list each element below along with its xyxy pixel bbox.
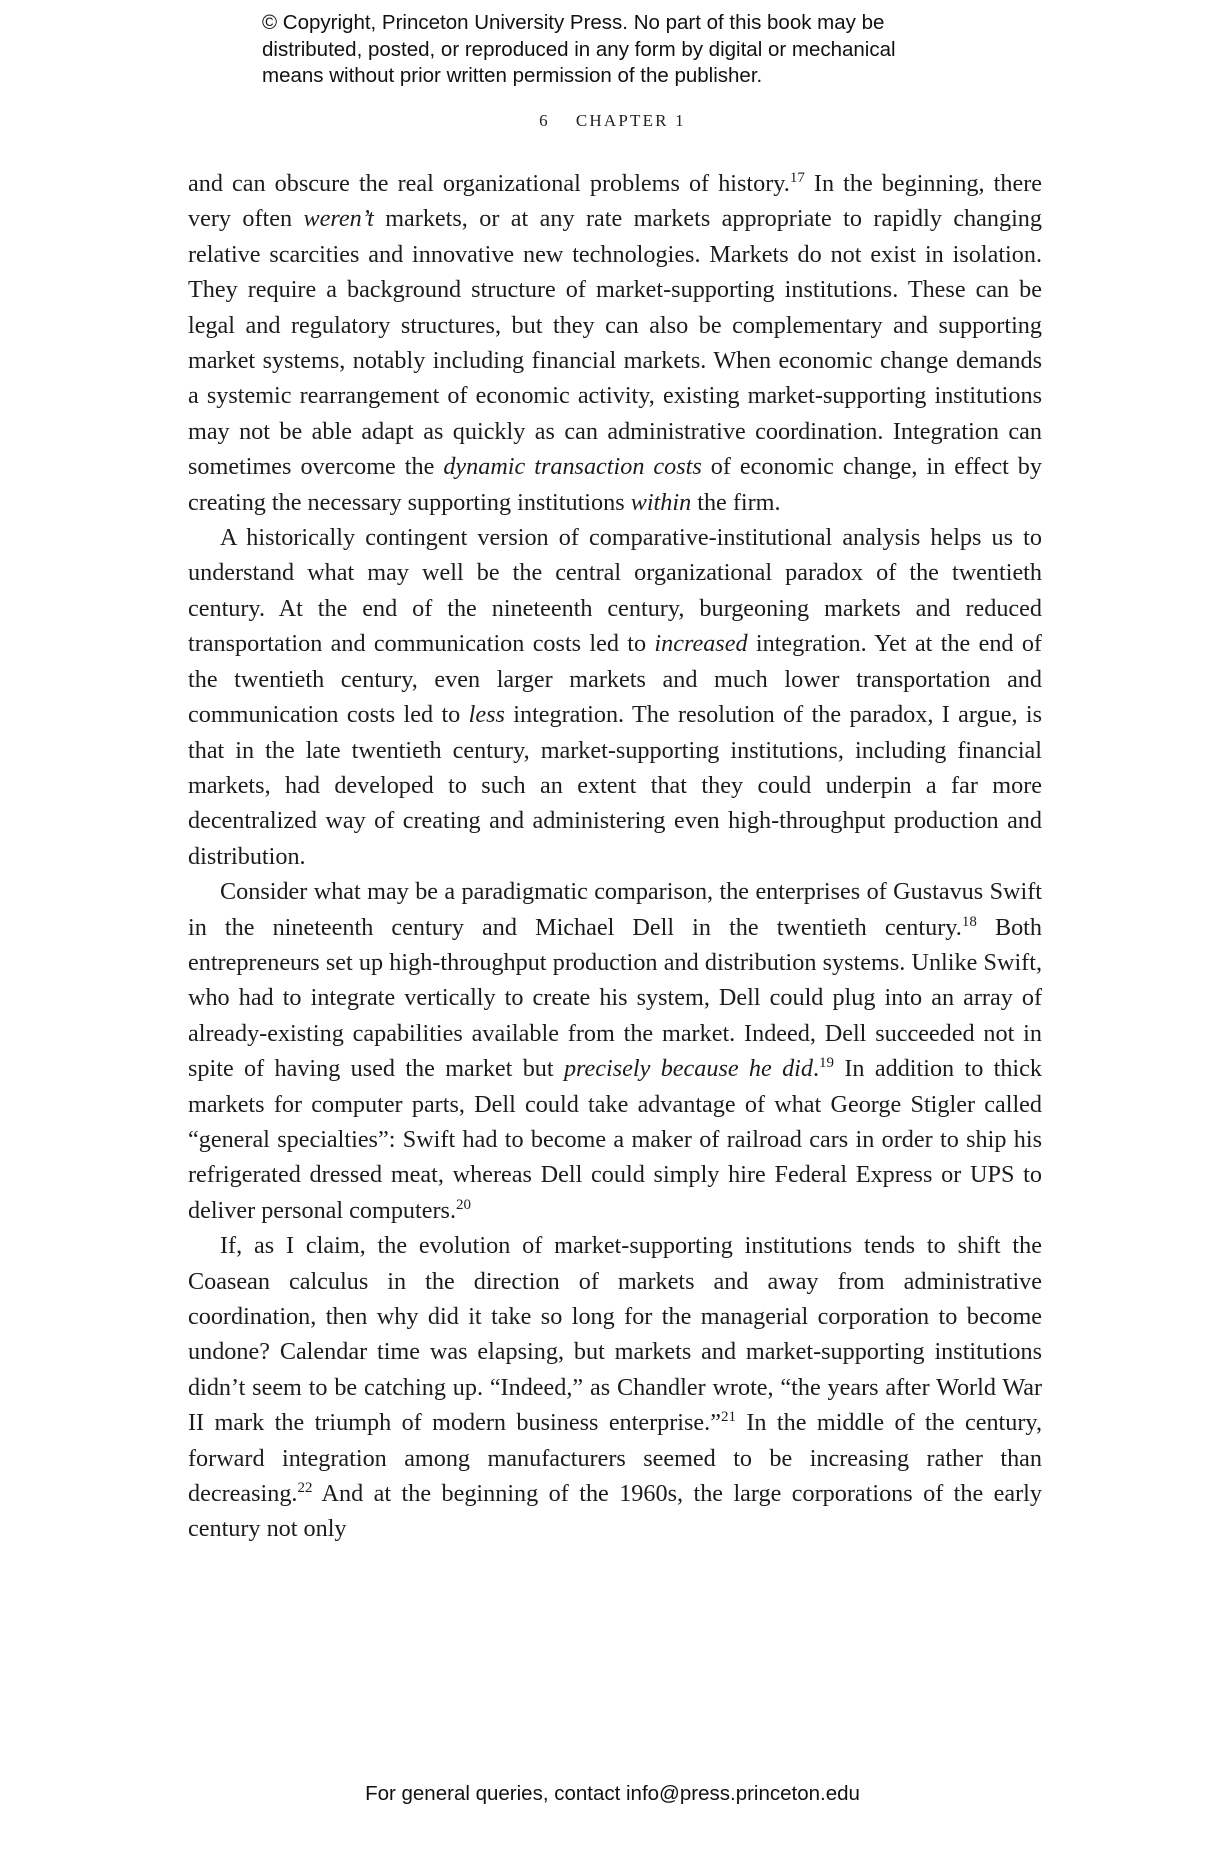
paragraph-1: [188, 166, 1042, 520]
text-run: the firm.: [691, 488, 781, 516]
paragraph-4: [188, 1228, 1042, 1547]
footnote-ref-18[interactable]: 18: [961, 913, 977, 930]
text-run: integration. Yet at the end of the twentieth century, even larger markets and much lower transportation and communication costs led to: [188, 630, 1042, 729]
footnote-ref-19[interactable]: 19: [819, 1055, 835, 1072]
text-run: If, as I claim, the evolution of market-supporting institutions tends to shift the Coasean calculus in the direction of markets and away from administrative coordination, then why did it take so long for the managerial corporation to become undone? Calendar time was elapsing, but markets and market-supporting institutions didn’t seem to be catching up. “Indeed,” as Chandler wrote, “the years after World War II mark the triumph of modern business enterprise.”: [188, 1232, 1042, 1437]
paragraph-3: [188, 874, 1042, 1228]
emphasis: less: [468, 701, 505, 729]
emphasis: dynamic transaction costs: [443, 453, 702, 481]
running-head: [0, 111, 1225, 131]
footnote-ref-20[interactable]: 20: [456, 1196, 471, 1213]
footer-contact: For general queries, contact info@press.princeton.edu: [365, 1782, 860, 1805]
footnote-ref-21[interactable]: 21: [720, 1409, 736, 1426]
chapter-label: CHAPTER 1: [575, 111, 686, 130]
footnote-ref-22[interactable]: 22: [297, 1479, 313, 1496]
copyright-line: distributed, posted, or reproduced in any form by digital or mechanical: [262, 37, 896, 61]
emphasis: within: [630, 488, 692, 516]
paragraph-2: [188, 520, 1042, 874]
text-run: In addition to thick markets for computer parts, Dell could take advantage of what George Stigler called “general specialties”: Swift had to become a maker of railroad cars in order to ship his refrigerated dressed meat, whereas Dell could simply hire Federal Express or UPS to deliver personal computers.: [188, 1055, 1042, 1224]
copyright-line: © Copyright, Princeton University Press. No part of this book may be: [262, 11, 885, 34]
body-text: [188, 166, 1042, 1547]
text-run: A historically contingent version of comparative-institutional analysis helps us to understand what may well be the central organizational paradox of the twentieth century. At the end of the nineteenth century, burgeoning markets and reduced transportation and communication costs led to: [188, 524, 1042, 658]
text-run: In the beginning, there very often: [188, 170, 1042, 233]
emphasis: weren’t: [303, 205, 374, 233]
text-run: of economic change, in effect by creating the necessary supporting institutions: [188, 453, 1042, 516]
footnote-ref-17[interactable]: 17: [789, 169, 805, 186]
text-run: .: [813, 1055, 820, 1083]
emphasis: increased: [654, 630, 748, 658]
text-run: In the middle of the century, forward integration among manufacturers seemed to be increasing rather than decreasing.: [188, 1409, 1042, 1508]
text-run: Both entrepreneurs set up high-throughput production and distribution systems. Unlike Swift, who had to integrate vertically to create his system, Dell could plug into an array of already-existing capabilities available from the market. Indeed, Dell succeeded not in spite of having used the market but: [188, 913, 1042, 1083]
text-run: markets, or at any rate markets appropriate to rapidly changing relative scarcities and innovative new technologies. Markets do not exist in isolation. They require a background structure of market-supporting institutions. These can be legal and regulatory structures, but they can also be complementary and supporting market systems, notably including financial markets. When economic change demands a systemic rearrangement of economic activity, existing market-supporting institutions may not be able adapt as quickly as can administrative coordination. Integration can sometimes overcome the: [188, 205, 1042, 481]
text-run: Consider what may be a paradigmatic comparison, the enterprises of Gustavus Swift in the nineteenth century and Michael Dell in the twentieth century.: [188, 878, 1042, 941]
text-run: integration. The resolution of the paradox, I argue, is that in the late twentieth century, market-supporting institutions, including financial markets, had developed to such an extent that they could underpin a far more decentralized way of creating and administering even high-throughput production and distribution.: [188, 701, 1042, 870]
text-run: And at the beginning of the 1960s, the large corporations of the early century not only: [188, 1480, 1042, 1543]
page-number: 6: [539, 111, 550, 130]
emphasis: precisely because he did: [563, 1055, 813, 1083]
copyright-line: means without prior written permission of the publisher.: [262, 64, 763, 87]
text-run: and can obscure the real organizational problems of history.: [188, 170, 790, 197]
copyright-notice: [262, 10, 1022, 90]
